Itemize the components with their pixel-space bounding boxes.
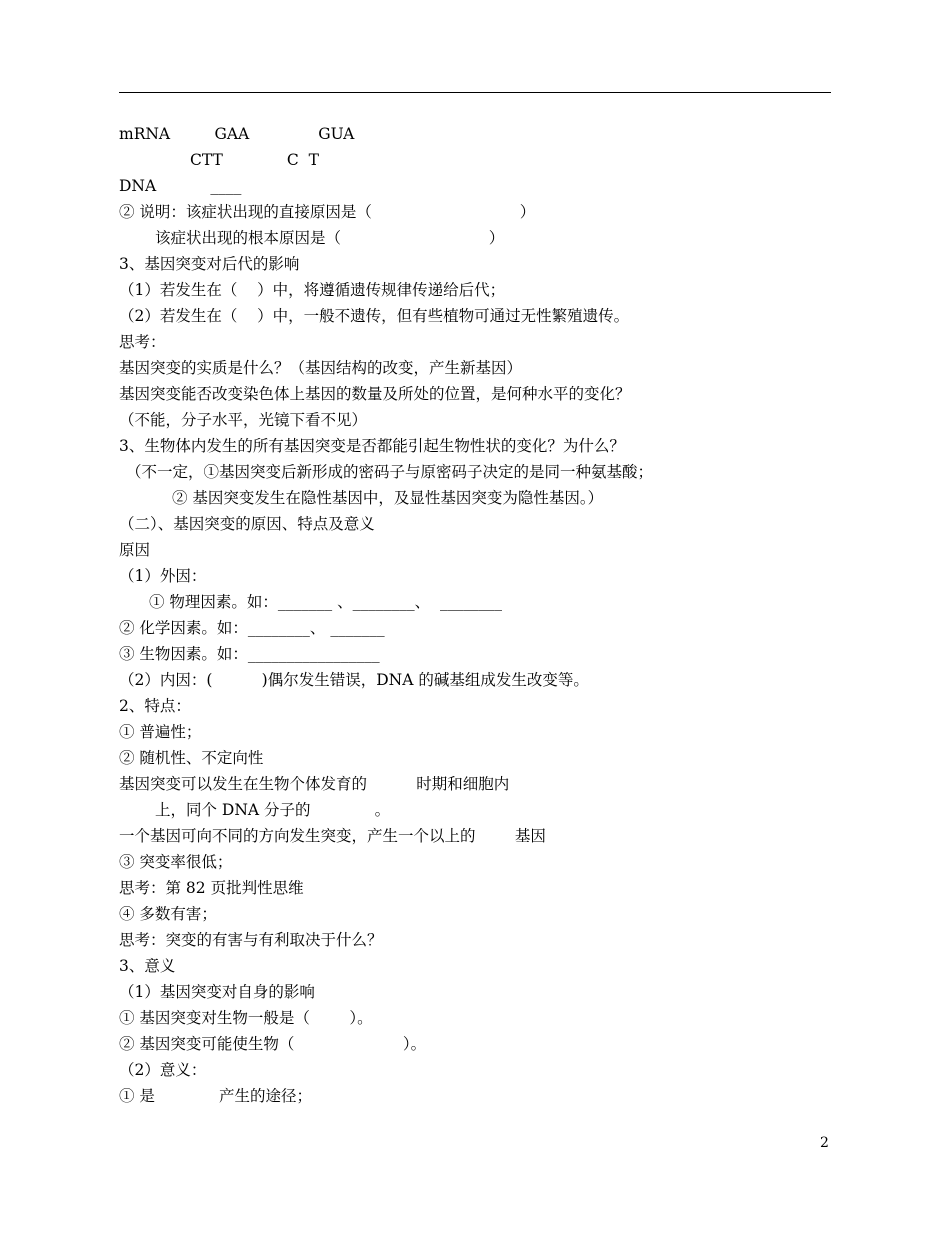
text-line: 3、生物体内发生的所有基因突变是否都能引起生物性状的变化？为什么？: [119, 437, 625, 455]
text-line: （2）若发生在（ ）中，一般不遗传，但有些植物可通过无性繁殖遗传。: [119, 307, 630, 325]
text-line: 一个基因可向不同的方向发生突变，产生一个以上的 基因: [119, 827, 546, 845]
text-line: ② 化学因素。如：________、 _______: [119, 619, 385, 637]
text-line: 基因突变可以发生在生物个体发育的 时期和细胞内: [119, 775, 510, 793]
text-line: 思考：: [119, 333, 166, 351]
text-line: ③ 生物因素。如：_________________: [119, 645, 380, 663]
header-rule: [119, 92, 831, 93]
text-line: （1）若发生在（ ）中，将遵循遗传规律传递给后代；: [119, 281, 506, 299]
section-heading: 3、意义: [119, 957, 176, 975]
section-heading: 3、基因突变对后代的影响: [119, 255, 300, 273]
text-line: ① 普遍性；: [119, 723, 202, 741]
text-line: 基因突变能否改变染色体上基因的数量及所处的位置，是何种水平的变化？: [119, 385, 631, 403]
section-heading: （二）、基因突变的原因、特点及意义: [119, 515, 375, 533]
text-line: CTT C T: [190, 151, 319, 169]
page-number: 2: [820, 1135, 829, 1151]
text-line: 上，同个 DNA 分子的 。: [155, 801, 391, 819]
text-line: DNA ____: [119, 177, 242, 195]
text-line: （不能，分子水平，光镜下看不见）: [119, 411, 368, 429]
text-line: 思考：第 82 页批判性思维: [119, 879, 304, 897]
text-line: ② 说明：该症状出现的直接原因是（ ）: [119, 203, 536, 221]
text-line: 原因: [119, 541, 151, 559]
section-heading: 2、特点：: [119, 697, 191, 715]
text-line: （2）内因：( )偶尔发生错误，DNA 的碱基组成发生改变等。: [119, 671, 589, 689]
text-line: ① 基因突变对生物一般是（ ）。: [119, 1009, 373, 1027]
text-line: （不一定，①基因突变后新形成的密码子与原密码子决定的是同一种氨基酸；: [126, 463, 654, 481]
text-line: mRNA GAA GUA: [119, 125, 355, 143]
text-line: ① 是 产生的途径；: [119, 1087, 312, 1105]
text-line: ② 基因突变发生在隐性基因中，及显性基因突变为隐性基因。）: [172, 489, 604, 507]
text-line: ④ 多数有害；: [119, 905, 217, 923]
text-line: ① 物理因素。如：_______ 、________、 ________: [149, 593, 502, 611]
text-line: 思考：突变的有害与有利取决于什么？: [119, 931, 383, 949]
text-line: （1）基因突变对自身的影响: [119, 983, 315, 1001]
text-line: ③ 突变率很低；: [119, 853, 233, 871]
text-line: ② 基因突变可能使生物（ ）。: [119, 1035, 427, 1053]
text-line: 基因突变的实质是什么？（基因结构的改变，产生新基因）: [119, 359, 523, 377]
text-line: 该症状出现的根本原因是（ ）: [155, 229, 505, 247]
text-line: （1）外因：: [119, 567, 207, 585]
text-line: （2）意义：: [119, 1061, 207, 1079]
text-line: ② 随机性、不定向性: [119, 749, 264, 767]
